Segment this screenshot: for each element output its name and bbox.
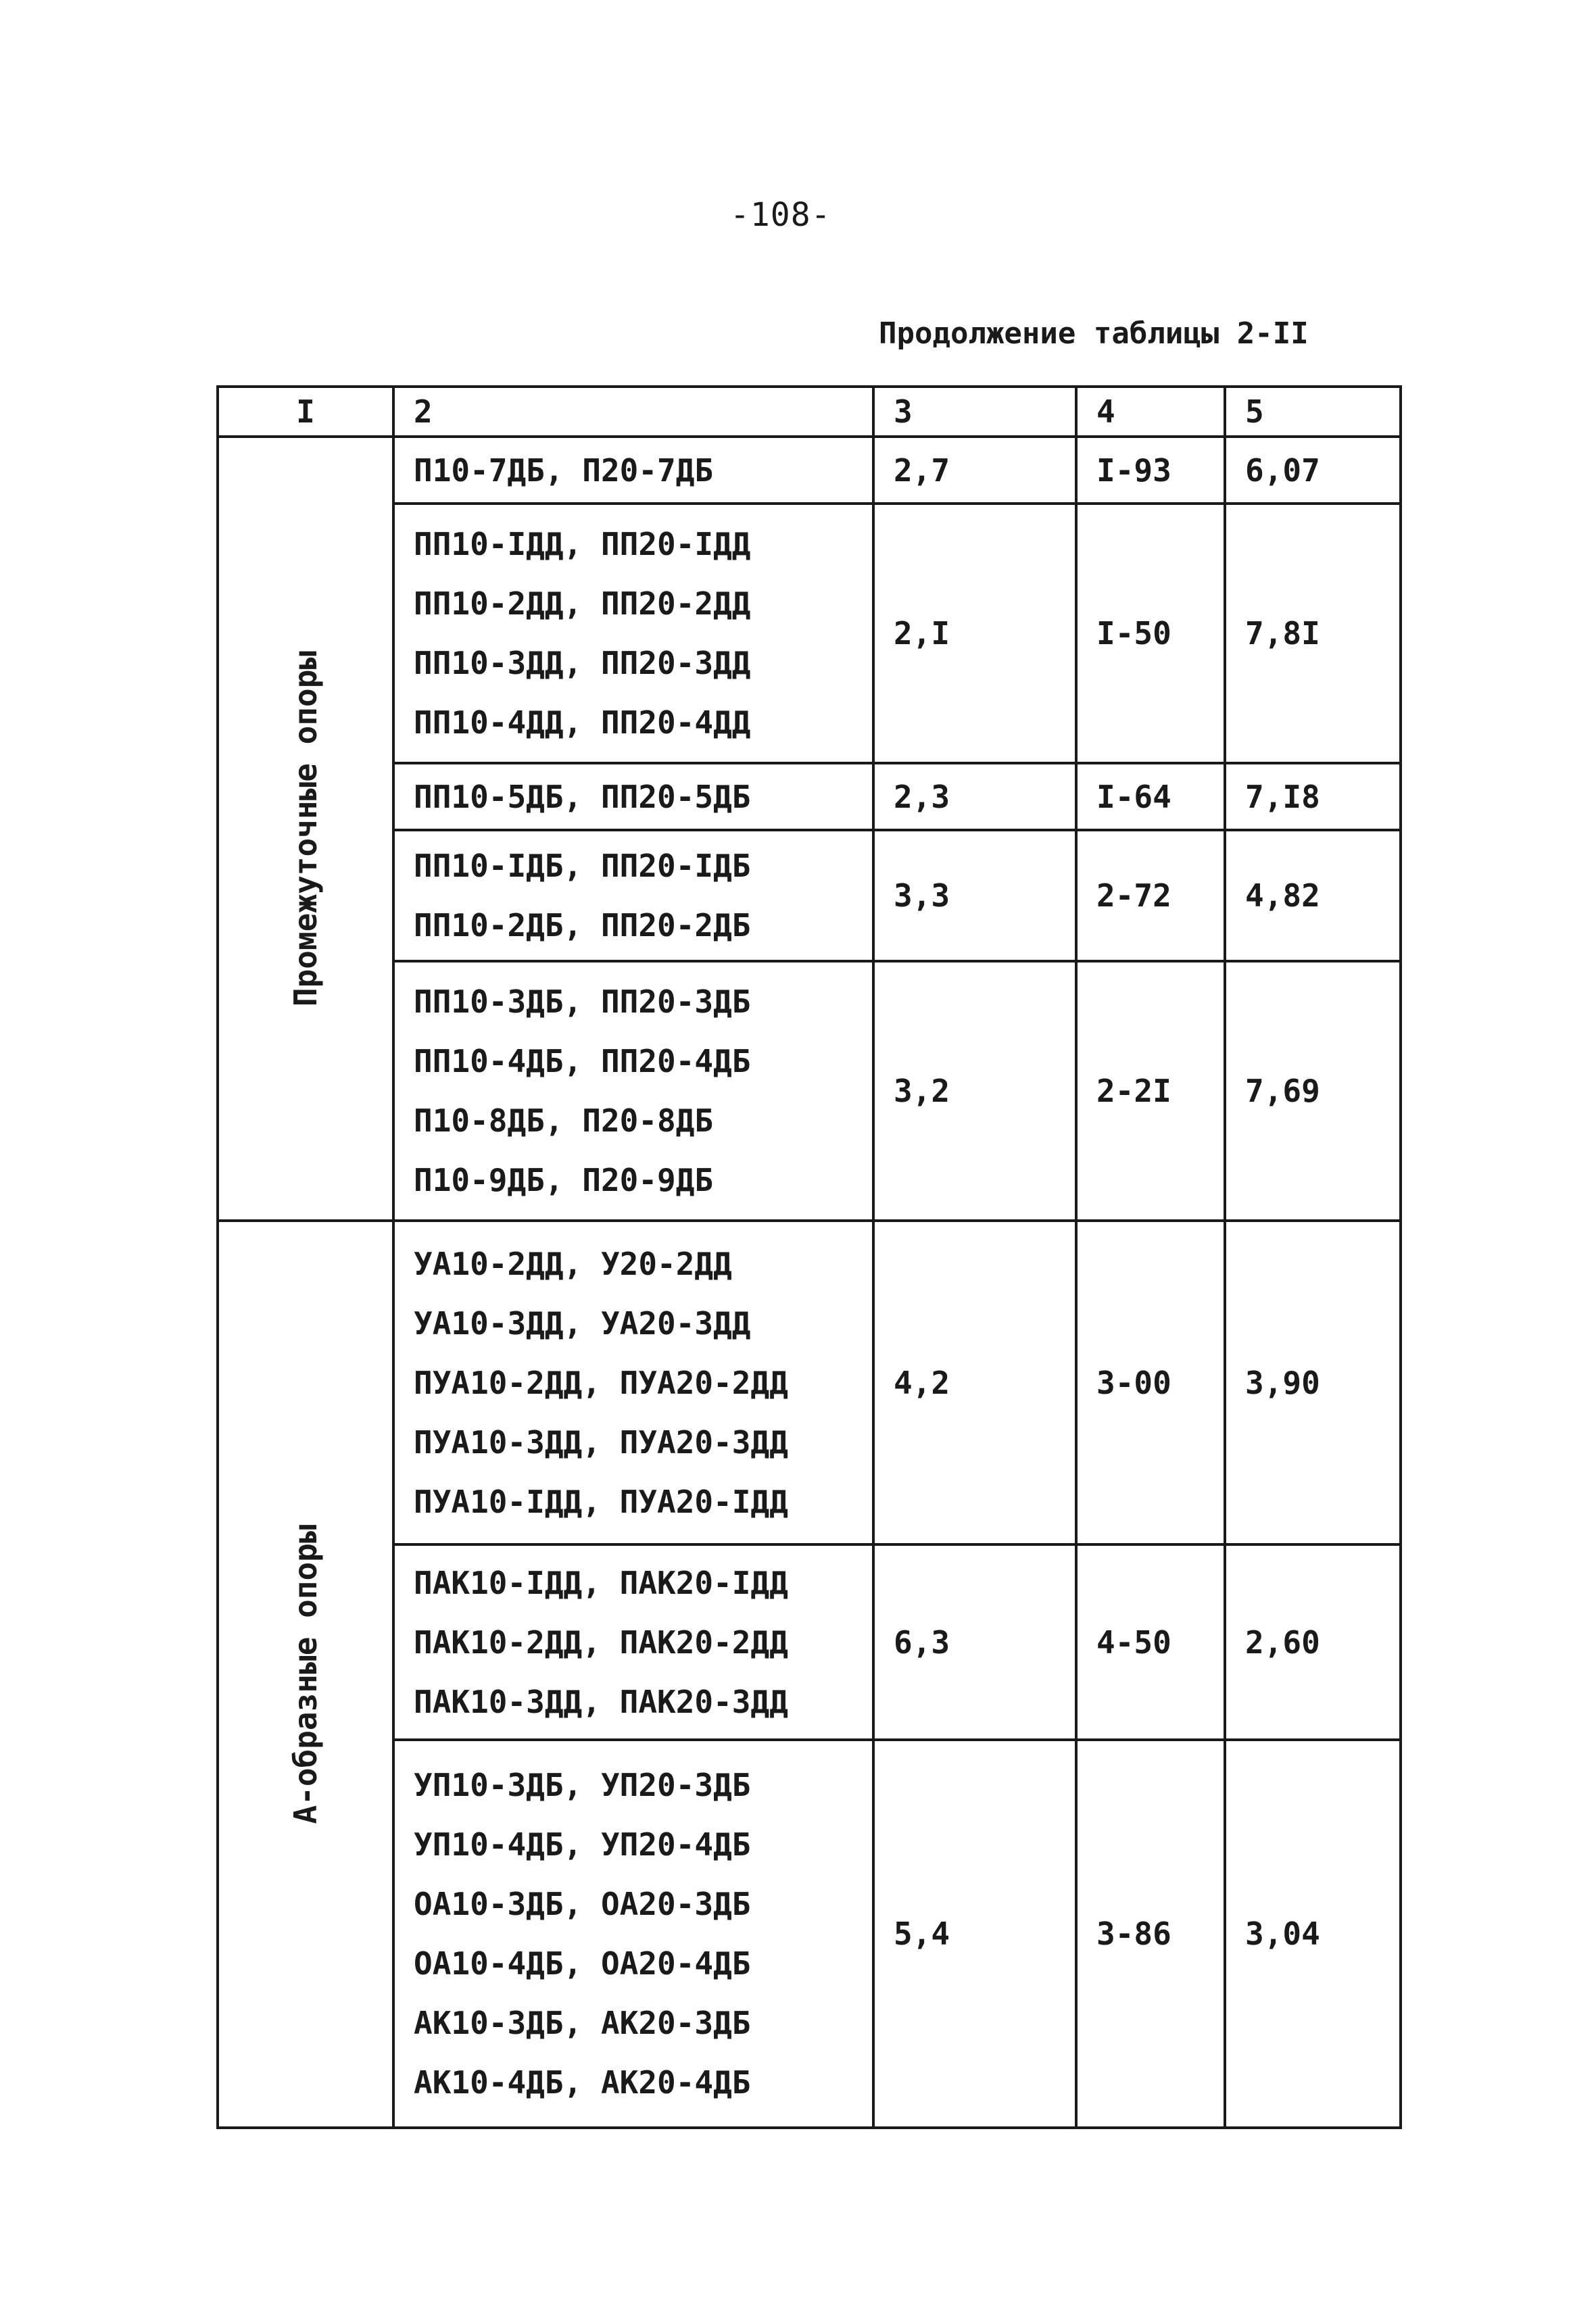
value-cell-c5: 7,69 bbox=[1225, 961, 1401, 1221]
value-cell-c3: 6,3 bbox=[873, 1544, 1076, 1740]
table-row bbox=[218, 437, 1401, 504]
marks-cell bbox=[393, 504, 873, 763]
mark-line: ПП10-3ДД, ПП20-3ДД bbox=[414, 645, 751, 682]
mark-line: ПП10-2ДБ, ПП20-2ДБ bbox=[414, 907, 751, 944]
value-cell-c3: 3,2 bbox=[873, 961, 1076, 1221]
marks-cell bbox=[393, 830, 873, 961]
table-row bbox=[218, 961, 1401, 1221]
mark-line: УА10-3ДД, УА20-3ДД bbox=[414, 1305, 751, 1342]
header-cell-4: 4 bbox=[1076, 387, 1225, 437]
table-header-row bbox=[218, 387, 1401, 437]
marks-cell bbox=[393, 437, 873, 504]
table-row bbox=[218, 1740, 1401, 2128]
table-continuation-title: Продолжение таблицы 2-II bbox=[879, 316, 1309, 351]
value-cell-c5: 3,90 bbox=[1225, 1221, 1401, 1544]
table-row bbox=[218, 830, 1401, 961]
group-label: Промежуточные опоры bbox=[287, 651, 324, 1007]
marks-cell bbox=[393, 763, 873, 830]
table-row bbox=[218, 504, 1401, 763]
marks-cell bbox=[393, 1221, 873, 1544]
mark-line: ПП10-3ДБ, ПП20-3ДБ bbox=[414, 983, 751, 1021]
value-cell-c4: I-50 bbox=[1076, 504, 1225, 763]
mark-line: П10-8ДБ, П20-8ДБ bbox=[414, 1102, 714, 1140]
value-cell-c4: 4-50 bbox=[1076, 1544, 1225, 1740]
header-cell-1: I bbox=[218, 387, 393, 437]
value-cell-c3: 2,3 bbox=[873, 763, 1076, 830]
mark-line: АК10-4ДБ, АК20-4ДБ bbox=[414, 2064, 751, 2101]
mark-line: УП10-3ДБ, УП20-3ДБ bbox=[414, 1767, 751, 1804]
mark-line: ОА10-3ДБ, ОА20-3ДБ bbox=[414, 1886, 751, 1923]
marks-cell bbox=[393, 961, 873, 1221]
value-cell-c4: 2-72 bbox=[1076, 830, 1225, 961]
mark-line: ПП10-4ДБ, ПП20-4ДБ bbox=[414, 1043, 751, 1080]
group-label: А-образные опоры bbox=[287, 1524, 324, 1824]
table-row bbox=[218, 763, 1401, 830]
value-cell-c3: 3,3 bbox=[873, 830, 1076, 961]
value-cell-c4: 3-00 bbox=[1076, 1221, 1225, 1544]
mark-line: П10-7ДБ, П20-7ДБ bbox=[414, 452, 714, 489]
mark-line: АК10-3ДБ, АК20-3ДБ bbox=[414, 2005, 751, 2042]
group-label-cell bbox=[218, 1221, 393, 2128]
value-cell-c4: I-64 bbox=[1076, 763, 1225, 830]
value-cell-c5: 4,82 bbox=[1225, 830, 1401, 961]
value-cell-c4: I-93 bbox=[1076, 437, 1225, 504]
mark-line: УП10-4ДБ, УП20-4ДБ bbox=[414, 1826, 751, 1863]
header-cell-2: 2 bbox=[393, 387, 873, 437]
value-cell-c3: 4,2 bbox=[873, 1221, 1076, 1544]
mark-line: ПУА10-3ДД, ПУА20-3ДД bbox=[414, 1423, 788, 1461]
value-cell-c5: 3,04 bbox=[1225, 1740, 1401, 2128]
mark-line: ПАК10-3ДД, ПАК20-3ДД bbox=[414, 1683, 788, 1720]
table-row bbox=[218, 1544, 1401, 1740]
header-cell-3: 3 bbox=[873, 387, 1076, 437]
value-cell-c3: 2,7 bbox=[873, 437, 1076, 504]
mark-line: ОА10-4ДБ, ОА20-4ДБ bbox=[414, 1945, 751, 1982]
value-cell-c5: 6,07 bbox=[1225, 437, 1401, 504]
mark-line: ПП10-2ДД, ПП20-2ДД bbox=[414, 585, 751, 623]
marks-cell bbox=[393, 1544, 873, 1740]
value-cell-c5: 7,8I bbox=[1225, 504, 1401, 763]
value-cell-c5: 2,60 bbox=[1225, 1544, 1401, 1740]
group-label-cell bbox=[218, 437, 393, 1221]
mark-line: ПП10-IДД, ПП20-IДД bbox=[414, 526, 751, 563]
mark-line: ПП10-IДБ, ПП20-IДБ bbox=[414, 848, 751, 885]
value-cell-c5: 7,I8 bbox=[1225, 763, 1401, 830]
header-cell-5: 5 bbox=[1225, 387, 1401, 437]
table-row bbox=[218, 1221, 1401, 1544]
mark-line: ПП10-5ДБ, ПП20-5ДБ bbox=[414, 778, 751, 815]
value-cell-c3: 2,I bbox=[873, 504, 1076, 763]
mark-line: ПУА10-2ДД, ПУА20-2ДД bbox=[414, 1364, 788, 1401]
page-number: -108- bbox=[730, 196, 831, 234]
value-cell-c4: 3-86 bbox=[1076, 1740, 1225, 2128]
mark-line: ПУА10-IДД, ПУА20-IДД bbox=[414, 1483, 788, 1520]
mark-line: ПАК10-IДД, ПАК20-IДД bbox=[414, 1564, 788, 1601]
marks-cell bbox=[393, 1740, 873, 2128]
mark-line: ПАК10-2ДД, ПАК20-2ДД bbox=[414, 1624, 788, 1661]
data-table bbox=[216, 385, 1402, 2129]
mark-line: П10-9ДБ, П20-9ДБ bbox=[414, 1162, 714, 1199]
mark-line: УА10-2ДД, У20-2ДД bbox=[414, 1245, 732, 1282]
value-cell-c3: 5,4 bbox=[873, 1740, 1076, 2128]
mark-line: ПП10-4ДД, ПП20-4ДД bbox=[414, 704, 751, 741]
value-cell-c4: 2-2I bbox=[1076, 961, 1225, 1221]
